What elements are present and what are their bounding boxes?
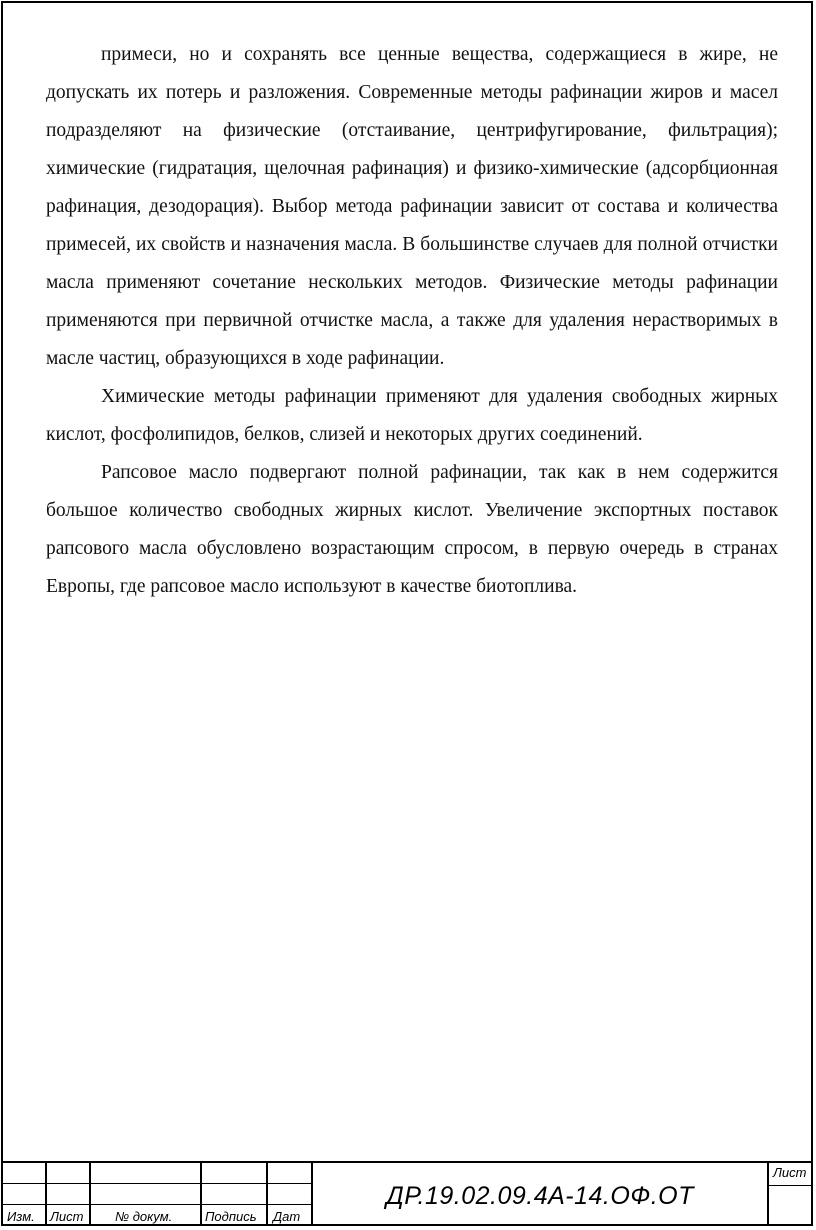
title-block-col-line — [45, 1163, 47, 1226]
sheet-label: Лист — [773, 1165, 807, 1180]
title-block-col-line — [266, 1163, 268, 1226]
paragraph-3: Рапсовое масло подвергают полной рафинации, так как в нем содержится большое количество свободных жирных кислот. Увеличение экспортных поставок рапсового масла обусловлено возрастающим спросом, в первую очередь в странах Европы, где рапсовое масло используют в качестве биотоплива. — [46, 462, 778, 597]
list-label: Лист — [50, 1209, 84, 1224]
document-code: ДР.19.02.09.4А-14.ОФ.ОТ — [386, 1182, 694, 1210]
paragraph-2: Химические методы рафинации применяют для удаления свободных жирных кислот, фосфолипидов, белков, слизей и некоторых других соединений. — [46, 386, 778, 445]
sheet-box-divider — [767, 1185, 813, 1186]
title-block-col-line — [767, 1163, 769, 1226]
title-block — [1, 1161, 813, 1226]
title-block-col-line — [200, 1163, 202, 1226]
signature-label: Подпись — [205, 1209, 257, 1224]
doc-number-label: № докум. — [115, 1209, 173, 1224]
document-body — [46, 36, 778, 606]
title-block-col-line — [89, 1163, 91, 1226]
izm-label: Изм. — [7, 1209, 35, 1224]
paragraph-1: примеси, но и сохранять все ценные вещества, содержащиеся в жире, не допускать их потерь и разложения. Современные методы рафинации жиров и масел подразделяют на физические (отстаивание, центрифугирование, фильтрация); химические (гидратация, щелочная рафинация) и физико-химические (адсорбционная рафинация, дезодорация). Выбор метода рафинации зависит от состава и количества примесей, их свойств и назначения масла. В большинстве случаев для полной отчистки масла применяют сочетание нескольких методов. Физические методы рафинации применяются при первичной отчистке масла, а также для удаления нерастворимых в масле частиц, образующихся в ходе рафинации. — [46, 44, 778, 369]
date-label: Дат — [273, 1209, 301, 1224]
